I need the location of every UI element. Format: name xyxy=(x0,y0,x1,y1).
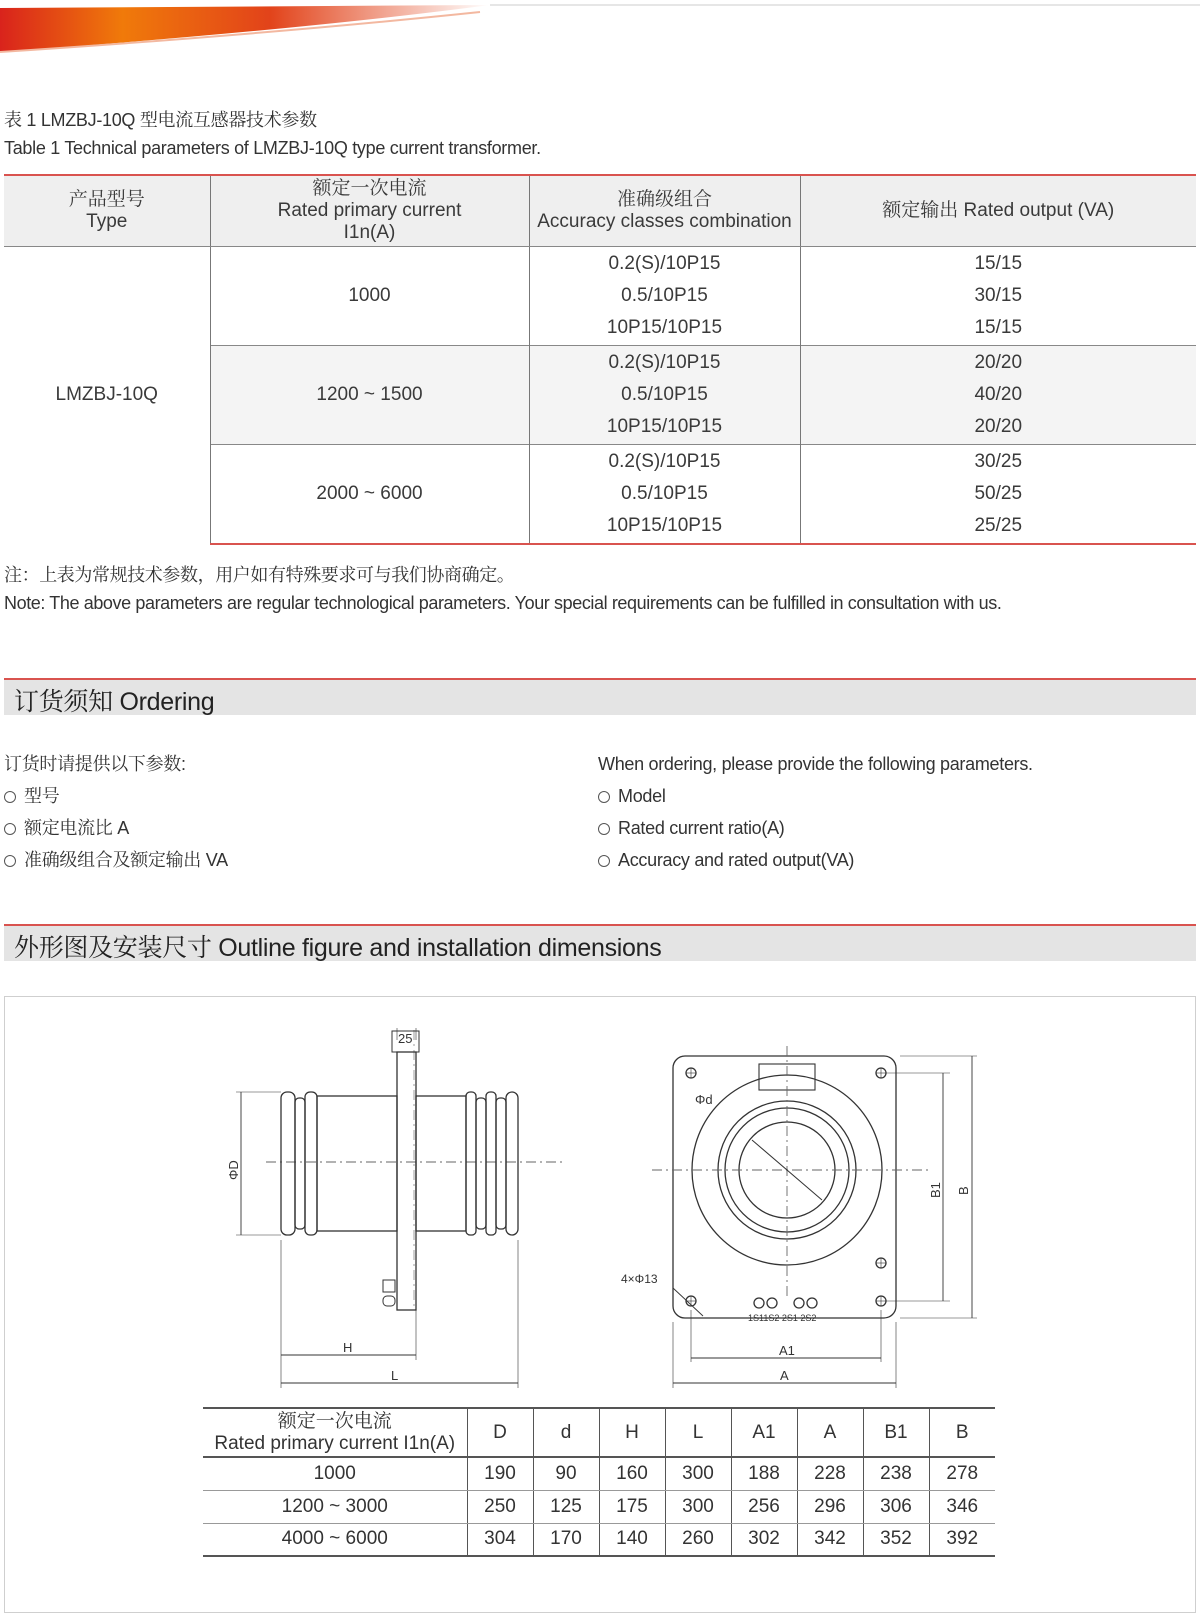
list-item-label: Model xyxy=(618,786,666,806)
dim-header-current-en: Rated primary current I1n(A) xyxy=(214,1432,456,1454)
label-phi-d: Φd xyxy=(695,1092,713,1107)
dim-current: 4000 ~ 6000 xyxy=(203,1523,467,1556)
dim-value: 256 xyxy=(731,1490,797,1523)
ordering-title: 订货须知 Ordering xyxy=(14,688,215,716)
header-type-en: Type xyxy=(86,210,128,232)
table-row xyxy=(203,1490,995,1523)
dim-value: 304 xyxy=(467,1523,533,1556)
output-value: 40/20 xyxy=(974,383,1023,405)
header-type xyxy=(4,175,210,246)
current-cell: 1000 xyxy=(210,246,529,345)
header-accuracy-cn: 准确级组合 xyxy=(616,188,712,210)
output-cell xyxy=(800,246,1196,345)
dim-value: 302 xyxy=(731,1523,797,1556)
outline-section-header xyxy=(4,924,1196,961)
output-value: 15/15 xyxy=(974,316,1023,338)
dim-value: 175 xyxy=(599,1490,665,1523)
dim-col-header: B xyxy=(929,1408,995,1457)
label-terminals: 1S11S2 2S1 2S2 xyxy=(748,1313,817,1323)
list-item-label: Accuracy and rated output(VA) xyxy=(618,850,855,870)
dim-value: 140 xyxy=(599,1523,665,1556)
ordering-cn-list xyxy=(4,748,228,876)
outline-title: 外形图及安装尺寸 Outline figure and installation dimensions xyxy=(14,934,662,962)
dim-value: 188 xyxy=(731,1457,797,1490)
dim-value: 170 xyxy=(533,1523,599,1556)
output-cell xyxy=(800,445,1196,544)
ordering-section-header xyxy=(4,678,1196,715)
table-caption-cn: 表 1 LMZBJ-10Q 型电流互感器技术参数 xyxy=(4,110,317,130)
list-item-label: 型号 xyxy=(24,786,60,806)
dim-current: 1000 xyxy=(203,1457,467,1490)
label-flange-thickness: 25 xyxy=(398,1031,413,1046)
technical-parameters-table xyxy=(4,174,1196,545)
header-current xyxy=(210,175,529,246)
dim-value: 342 xyxy=(797,1523,863,1556)
list-item xyxy=(598,780,1033,812)
label-A1: A1 xyxy=(779,1343,795,1358)
table-row xyxy=(203,1523,995,1556)
header-current-unit: I1n(A) xyxy=(343,221,396,243)
dim-value: 300 xyxy=(665,1457,731,1490)
header-output: 额定输出 Rated output (VA) xyxy=(800,175,1196,246)
label-phi-D: ΦD xyxy=(226,1160,241,1180)
output-value: 30/15 xyxy=(974,284,1023,306)
label-L: L xyxy=(391,1368,399,1383)
dim-value: 278 xyxy=(929,1457,995,1490)
accuracy-value: 0.5/10P15 xyxy=(621,483,708,505)
list-item-label: 额定电流比 A xyxy=(24,818,129,838)
output-value: 50/25 xyxy=(974,483,1023,505)
dim-value: 392 xyxy=(929,1523,995,1556)
dim-value: 190 xyxy=(467,1457,533,1490)
dim-header-current-cn: 额定一次电流 xyxy=(277,1410,392,1432)
list-item-label: 准确级组合及额定输出 VA xyxy=(24,850,228,870)
output-cell xyxy=(800,345,1196,444)
dim-col-header: d xyxy=(533,1408,599,1457)
dim-col-header: L xyxy=(665,1408,731,1457)
ordering-en-list xyxy=(598,748,1033,876)
list-item xyxy=(4,812,228,844)
accuracy-cell xyxy=(529,445,800,544)
dim-value: 346 xyxy=(929,1490,995,1523)
dim-value: 228 xyxy=(797,1457,863,1490)
accuracy-value: 10P15/10P15 xyxy=(606,415,723,437)
accuracy-value: 0.5/10P15 xyxy=(621,284,708,306)
table-row xyxy=(4,246,1196,345)
accuracy-value: 10P15/10P15 xyxy=(606,316,723,338)
list-item xyxy=(598,812,1033,844)
dim-col-header: D xyxy=(467,1408,533,1457)
list-item xyxy=(598,844,1033,876)
accuracy-cell xyxy=(529,345,800,444)
bullet-circle-icon xyxy=(598,791,610,803)
label-B: B xyxy=(956,1186,971,1195)
dim-value: 306 xyxy=(863,1490,929,1523)
dim-header-current xyxy=(203,1408,467,1457)
header-accuracy xyxy=(529,175,800,246)
dim-value: 160 xyxy=(599,1457,665,1490)
accuracy-value: 0.5/10P15 xyxy=(621,383,708,405)
table-row xyxy=(203,1457,995,1490)
bullet-circle-icon xyxy=(4,823,16,835)
bullet-circle-icon xyxy=(4,791,16,803)
list-item-label: Rated current ratio(A) xyxy=(618,818,785,838)
note-en: Note: The above parameters are regular technological parameters. Your special requirements can be fulfilled in consultation with us. xyxy=(4,593,1002,613)
dim-col-header: B1 xyxy=(863,1408,929,1457)
dim-value: 260 xyxy=(665,1523,731,1556)
label-H: H xyxy=(343,1340,353,1355)
dim-col-header: H xyxy=(599,1408,665,1457)
accuracy-value: 10P15/10P15 xyxy=(606,515,723,537)
dim-col-header: A1 xyxy=(731,1408,797,1457)
header-banner xyxy=(0,0,1200,60)
dim-value: 296 xyxy=(797,1490,863,1523)
header-accuracy-en: Accuracy classes combination xyxy=(537,210,792,232)
header-current-en: Rated primary current xyxy=(277,199,462,221)
dim-value: 352 xyxy=(863,1523,929,1556)
accuracy-value: 0.2(S)/10P15 xyxy=(608,252,721,274)
label-A: A xyxy=(780,1368,789,1383)
label-holes: 4×Φ13 xyxy=(621,1272,658,1286)
accuracy-value: 0.2(S)/10P15 xyxy=(608,351,721,373)
list-item xyxy=(4,780,228,812)
ordering-intro-en: When ordering, please provide the following parameters. xyxy=(598,754,1033,774)
current-cell: 1200 ~ 1500 xyxy=(210,345,529,444)
dim-value: 300 xyxy=(665,1490,731,1523)
output-value: 30/25 xyxy=(974,451,1023,473)
header-current-cn: 额定一次电流 xyxy=(312,177,427,199)
bullet-circle-icon xyxy=(598,823,610,835)
dim-value: 90 xyxy=(533,1457,599,1490)
output-value: 20/20 xyxy=(974,351,1023,373)
header-type-cn: 产品型号 xyxy=(68,188,145,210)
accuracy-cell xyxy=(529,246,800,345)
output-value: 20/20 xyxy=(974,415,1023,437)
dim-col-header: A xyxy=(797,1408,863,1457)
label-B1: B1 xyxy=(928,1182,943,1198)
list-item xyxy=(4,844,228,876)
dimensions-table xyxy=(203,1407,995,1557)
table-caption-en: Table 1 Technical parameters of LMZBJ-10Q type current transformer. xyxy=(4,138,541,158)
accuracy-value: 0.2(S)/10P15 xyxy=(608,451,721,473)
output-value: 15/15 xyxy=(974,252,1023,274)
current-cell: 2000 ~ 6000 xyxy=(210,445,529,544)
output-value: 25/25 xyxy=(974,515,1023,537)
type-cell: LMZBJ-10Q xyxy=(55,384,158,406)
dim-value: 250 xyxy=(467,1490,533,1523)
dim-current: 1200 ~ 3000 xyxy=(203,1490,467,1523)
bullet-circle-icon xyxy=(4,855,16,867)
dim-value: 125 xyxy=(533,1490,599,1523)
note-cn: 注：上表为常规技术参数，用户如有特殊要求可与我们协商确定。 xyxy=(4,565,515,585)
outline-drawing xyxy=(0,996,1200,1406)
bullet-circle-icon xyxy=(598,855,610,867)
ordering-intro-cn: 订货时请提供以下参数: xyxy=(4,754,186,774)
dim-value: 238 xyxy=(863,1457,929,1490)
